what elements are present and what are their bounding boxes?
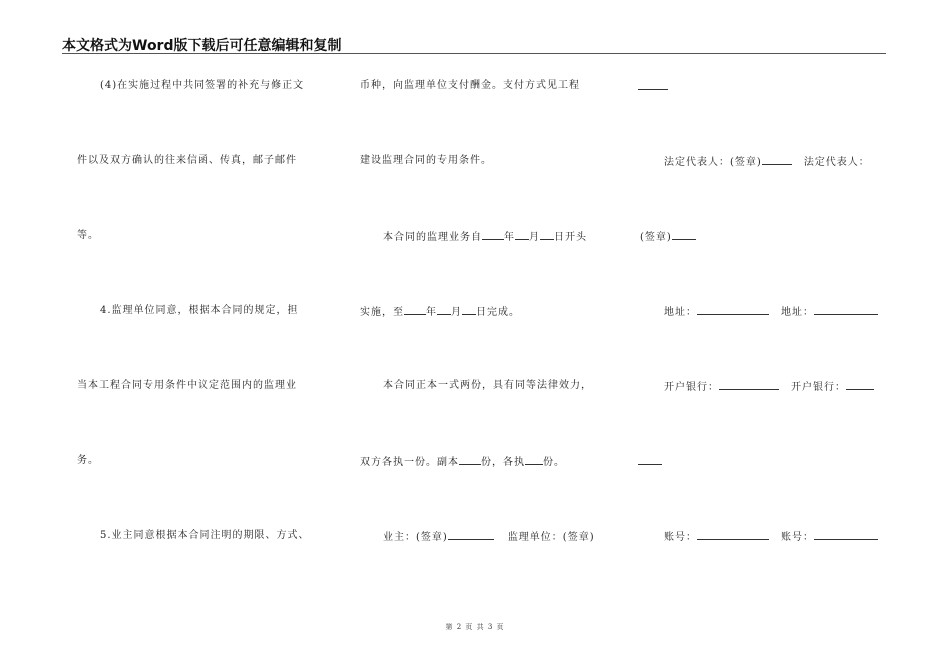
col3-representative-line: [664, 155, 870, 169]
col3-top-blank: [638, 80, 668, 90]
bank-b-label: 开户银行：: [791, 382, 846, 393]
address-a-blank: [697, 305, 769, 315]
col2-line-3-text-c: 月: [529, 232, 540, 243]
owner-seal-blank: [448, 530, 494, 540]
col2-line-3-text-a: 本合同的监理业务自: [383, 232, 482, 243]
col2-line-3: [383, 230, 587, 244]
account-b-blank: [814, 530, 878, 540]
header-divider: [62, 53, 886, 54]
document-header-title: 本文格式为Word版下载后可任意编辑和复制: [62, 38, 342, 54]
each-copies-blank: [525, 455, 543, 465]
col2-line-4: [360, 305, 520, 319]
col3-bank-line: [664, 380, 874, 394]
bank-a-blank: [719, 380, 779, 390]
address-a-label: 地址：: [664, 307, 697, 318]
col2-line-6-text-c: 份。: [543, 457, 565, 468]
representative-a-label: 法定代表人：(签章): [664, 157, 762, 168]
bank-b-blank: [846, 380, 874, 390]
month-blank: [515, 230, 529, 240]
col1-line-1: (4)在实施过程中共同签署的补充与修正文: [100, 80, 305, 91]
col2-line-4-text-d: 日完成。: [476, 307, 520, 318]
supervisor-seal-label: 监理单位：(签章): [507, 532, 595, 543]
col2-line-4-text-b: 年: [426, 307, 437, 318]
col2-line-6-text-b: 份，各执: [481, 457, 525, 468]
representative-a-blank: [762, 155, 792, 165]
col3-account-line: [664, 530, 878, 544]
col2-line-4-text-a: 实施，至: [360, 307, 404, 318]
address-b-blank: [814, 305, 878, 315]
bank-a-label: 开户银行：: [664, 382, 719, 393]
col2-line-5: 本合同正本一式两份，具有同等法律效力，: [383, 380, 592, 391]
col1-line-7: 5.业主同意根据本合同注明的期限、方式、: [100, 530, 310, 541]
col3-address-line: [664, 305, 878, 319]
seal-blank: [672, 230, 696, 240]
year-blank: [482, 230, 504, 240]
page-number-footer: 第 2 页 共 3 页: [445, 623, 505, 631]
owner-seal-label: 业主：(签章): [383, 532, 448, 543]
col2-line-7: [383, 530, 595, 544]
col2-line-3-text-d: 日开头: [554, 232, 587, 243]
col1-line-4: 4.监理单位同意，根据本合同的规定，担: [100, 305, 299, 316]
col2-line-6-text-a: 双方各执一份。副本: [360, 457, 459, 468]
col2-line-2: 建设监理合同的专用条件。: [360, 155, 492, 166]
col1-line-3: 等。: [77, 230, 99, 241]
col3-seal-line: [640, 230, 696, 244]
account-a-label: 账号：: [664, 532, 697, 543]
col1-line-2: 件以及双方确认的往来信函、传真，邮子邮件: [77, 155, 297, 166]
col2-line-4-text-c: 月: [451, 307, 462, 318]
end-month-blank: [437, 305, 451, 315]
seal-label: (签章): [640, 232, 672, 243]
col2-line-1: 币种，向监理单位支付酬金。支付方式见工程: [360, 80, 580, 91]
col2-line-3-text-b: 年: [504, 232, 515, 243]
col3-mid-blank: [638, 455, 662, 465]
end-day-blank: [462, 305, 476, 315]
col1-line-5: 当本工程合同专用条件中议定范围内的监理业: [77, 380, 297, 391]
day-blank: [540, 230, 554, 240]
address-b-label: 地址：: [781, 307, 814, 318]
copies-blank: [459, 455, 481, 465]
account-a-blank: [697, 530, 769, 540]
account-b-label: 账号：: [781, 532, 814, 543]
end-year-blank: [404, 305, 426, 315]
representative-b-label: 法定代表人：: [803, 157, 870, 168]
col2-line-6: [360, 455, 565, 469]
col1-line-6: 务。: [77, 455, 99, 466]
